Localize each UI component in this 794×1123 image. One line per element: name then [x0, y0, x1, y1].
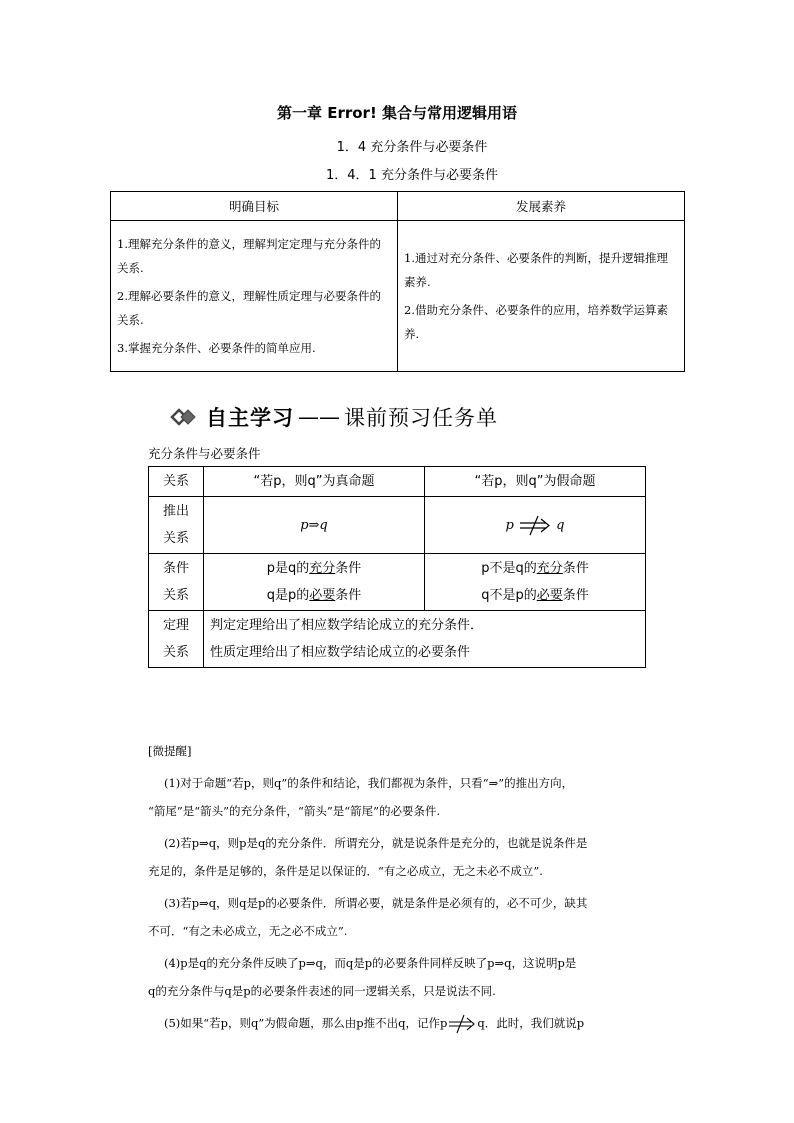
literacy-header: 发展素养 [398, 192, 685, 221]
tip-3: (3)若p⇒q，则q是p的必要条件．所谓必要，就是条件是必须有的，必不可少，缺其 不可．“有之未必成立，无之必不成立”. [148, 896, 588, 938]
true-condition-cell: p是q的充分条件 q是p的必要条件 [204, 554, 425, 611]
tips-section [148, 737, 693, 1041]
row-label: 推出 关系 [149, 497, 204, 554]
true-case-header: “若p，则q”为真命题 [204, 467, 425, 497]
false-condition-cell: p不是q的充分条件 q不是p的必要条件 [425, 554, 646, 611]
row-label: 定理 关系 [149, 611, 204, 668]
tip-5: (5)如果“若p，则q”为假命题，那么由p推不出q，记作p q．此时，我们就说p [148, 1009, 693, 1037]
section-title: 1．4 充分条件与必要条件 [336, 140, 488, 155]
row-label: 条件 关系 [149, 554, 204, 611]
tip-2: (2)若p⇒q，则p是q的充分条件．所谓充分，就是说条件是充分的，也就是说条件是 充足的，条件是足够的，条件是足以保证的．“有之必成立，无之未必不成立”. [148, 836, 588, 878]
goal-item: 1.理解充分条件的意义，理解判定定理与充分条件的关系. [117, 237, 381, 275]
not-implies-cell: p q [425, 497, 646, 554]
study-logo-icon [170, 407, 198, 427]
goal-item: 3.掌握充分条件、必要条件的简单应用. [117, 341, 316, 355]
goal-item: 2.理解必要条件的意义，理解性质定理与必要条件的关系. [117, 289, 381, 327]
chapter-title: 第一章 Error! 集合与常用逻辑用语 [276, 104, 518, 122]
banner-dash: —— [298, 405, 340, 429]
row-label: 关系 [149, 467, 204, 497]
literacy-item: 2.借助充分条件、必要条件的应用，培养数学运算素养. [404, 303, 668, 341]
implies-cell: p⇒q [204, 497, 425, 554]
goals-header: 明确目标 [111, 192, 398, 221]
goals-table [110, 191, 685, 372]
literacy-item: 1.通过对充分条件、必要条件的判断，提升逻辑推理素养. [404, 251, 668, 289]
goals-cell [111, 221, 398, 372]
false-case-header: “若p，则q”为假命题 [425, 467, 646, 497]
not-implies-icon [518, 514, 552, 536]
banner-main-text: 自主学习 [206, 406, 294, 430]
section-banner [170, 402, 630, 432]
section-label: 充分条件与必要条件 [148, 446, 261, 461]
tip-1: (1)对于命题“若p，则q”的条件和结论，我们都视为条件，只看“⇒”的推出方向， “箭尾”是“箭头”的充分条件，“箭头”是“箭尾”的必要条件. [148, 776, 574, 818]
not-implies-icon [447, 1014, 477, 1034]
subsection-title: 1．4．1 充分条件与必要条件 [326, 168, 498, 183]
literacy-cell [398, 221, 685, 372]
tips-heading: [微提醒] [148, 744, 192, 758]
condition-table [148, 466, 646, 668]
tip-4: (4)p是q的充分条件反映了p⇒q，而q是p的必要条件同样反映了p⇒q，这说明p是 q的充分条件与q是p的必要条件表述的同一逻辑关系，只是说法不同. [148, 956, 577, 998]
theorem-cell: 判定定理给出了相应数学结论成立的充分条件． 性质定理给出了相应数学结论成立的必要条件 [204, 611, 646, 668]
banner-sub-text: 课前预习任务单 [344, 406, 498, 430]
